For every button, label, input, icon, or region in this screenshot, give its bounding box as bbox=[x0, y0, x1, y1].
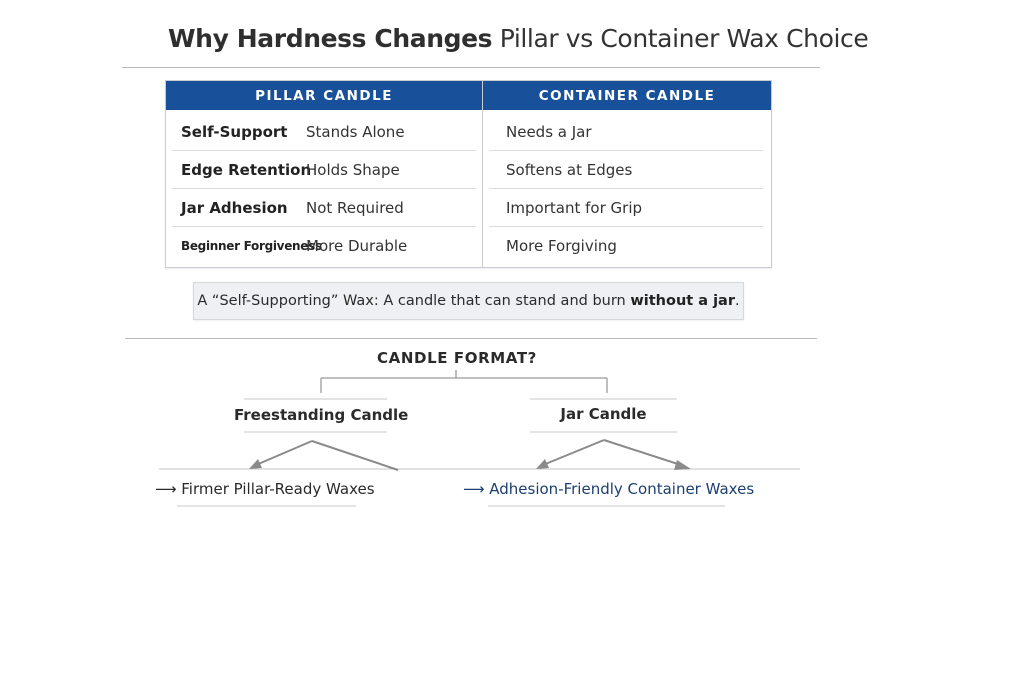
header-container: CONTAINER CANDLE bbox=[538, 88, 716, 104]
title-bold-part: Why Hardness Changes bbox=[168, 24, 493, 53]
left-branch-arrows bbox=[256, 441, 398, 470]
header-pillar: PILLAR CANDLE bbox=[255, 88, 393, 104]
container-value: Needs a Jar bbox=[506, 123, 592, 141]
bracket-connector bbox=[321, 370, 607, 393]
tree-root: CANDLE FORMAT? bbox=[377, 349, 537, 367]
right-arrowhead-right bbox=[674, 460, 691, 470]
left-outcome: ⟶ Firmer Pillar-Ready Waxes bbox=[155, 480, 375, 498]
definition-emphasis: without a jar bbox=[630, 293, 735, 309]
right-branch-arrows bbox=[543, 440, 684, 466]
right-outcome: ⟶ Adhesion-Friendly Container Waxes bbox=[463, 480, 755, 498]
row-label: Self-Support bbox=[181, 123, 288, 141]
row-label: Beginner Forgiveness bbox=[181, 239, 322, 253]
container-value: More Forgiving bbox=[506, 237, 617, 255]
definition-lead: A “Self-Supporting” Wax: A candle that can stand and burn bbox=[197, 293, 626, 309]
left-node-label: Freestanding Candle bbox=[234, 406, 409, 424]
title-rest-part: Pillar vs Container Wax Choice bbox=[499, 24, 869, 53]
container-value: Softens at Edges bbox=[506, 161, 633, 179]
pillar-value: More Durable bbox=[306, 237, 408, 255]
row-label: Edge Retention bbox=[181, 161, 312, 179]
pillar-value: Not Required bbox=[306, 199, 404, 217]
right-arrowhead-left bbox=[536, 459, 549, 469]
row-label: Jar Adhesion bbox=[181, 199, 288, 217]
definition-tail: . bbox=[734, 293, 740, 309]
pillar-value: Holds Shape bbox=[306, 161, 400, 179]
right-node-label: Jar Candle bbox=[560, 405, 647, 423]
pillar-value: Stands Alone bbox=[306, 123, 405, 141]
left-arrowhead bbox=[249, 459, 262, 469]
container-value: Important for Grip bbox=[506, 199, 643, 217]
